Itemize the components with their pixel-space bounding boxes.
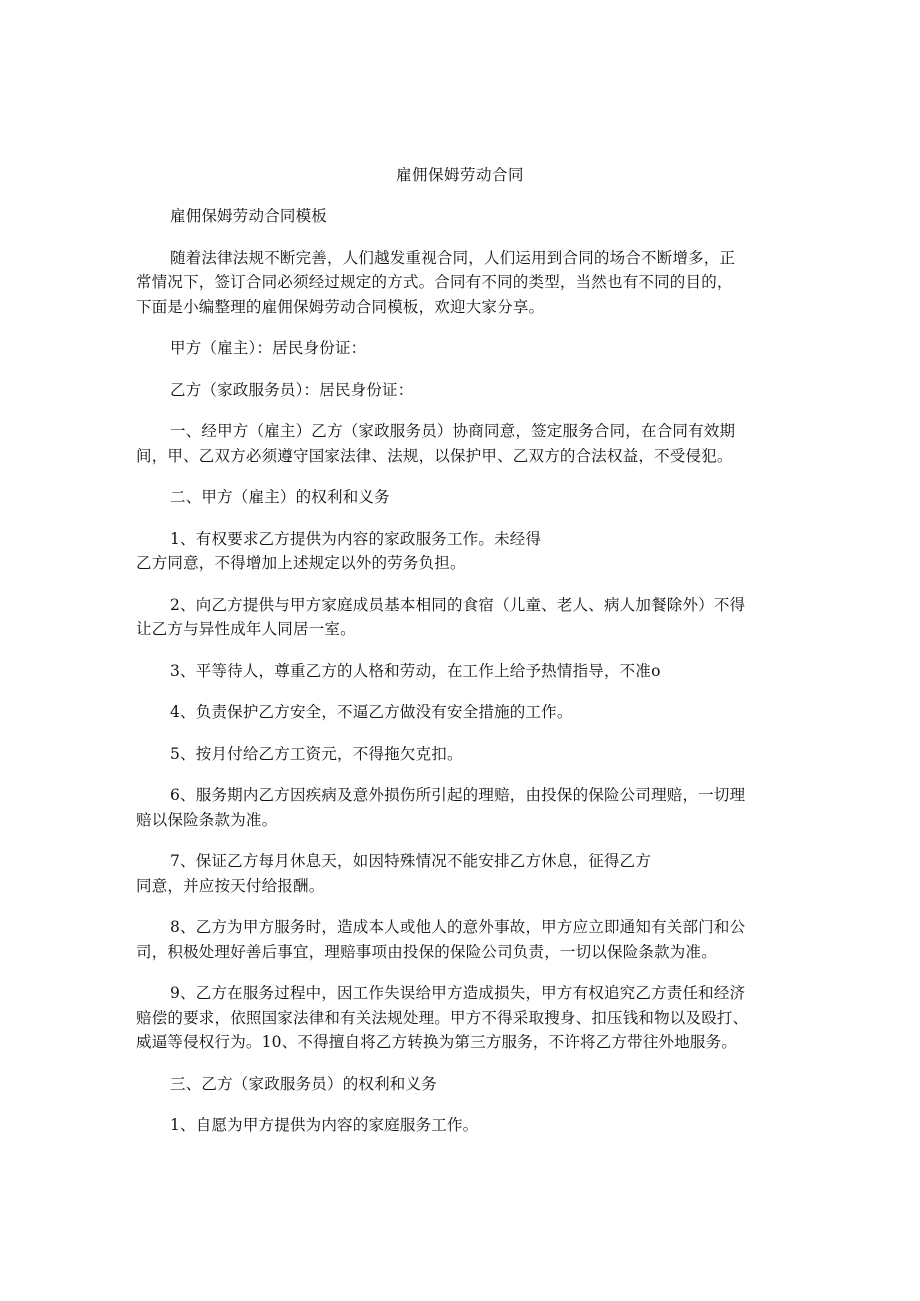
paragraph [136, 204, 792, 229]
document-title: 雇佣保姆劳动合同 [395, 166, 524, 184]
paragraph-line: 司，积极处理好善后事宜，理赔事项由投保的保险公司负责，一切以保险条款为准。 [136, 942, 717, 961]
paragraph-line: 二、甲方（雇主）的权利和义务 [170, 488, 390, 506]
paragraph-line: 间，甲、乙双方必须遵守国家法律、法规，以保护甲、乙双方的合法权益，不受侵犯。 [136, 446, 733, 465]
paragraph [136, 378, 792, 403]
paragraph-line: 3、平等待人，尊重乙方的人格和劳动，在工作上给予热情指导，不准o [170, 661, 661, 680]
paragraph-line: 乙方同意，不得增加上述规定以外的劳务负担。 [136, 554, 466, 572]
paragraph-line: 同意，并应按天付给报酬。 [136, 876, 325, 895]
paragraph-line: 常情况下，签订合同必须经过规定的方式。合同有不同的类型，当然也有不同的目的， [136, 273, 733, 291]
paragraph-line: 三、乙方（家政服务员）的权利和义务 [170, 1074, 437, 1093]
paragraph-line: 5、按月付给乙方工资元，不得拖欠克扣。 [170, 744, 463, 763]
paragraph [136, 742, 792, 767]
paragraph-line: 1、自愿为甲方提供为内容的家庭服务工作。 [170, 1116, 479, 1134]
paragraph-line: 赔以保险条款为准。 [136, 810, 278, 829]
paragraph-line: 9、乙方在服务过程中，因工作失误给甲方造成损失，甲方有权追究乙方责任和经济 [170, 984, 746, 1002]
paragraph-line: 1、有权要求乙方提供为内容的家政服务工作。未经得 [170, 529, 542, 548]
paragraph [136, 659, 792, 684]
paragraph-line: 雇佣保姆劳动合同模板 [170, 207, 328, 225]
paragraph-line: 威逼等侵权行为。10、不得擅自将乙方转换为第三方服务，不许将乙方带往外地服务。 [136, 1033, 738, 1051]
paragraph [136, 527, 792, 576]
paragraph-line: 让乙方与异性成年人同居一室。 [136, 620, 356, 638]
paragraph [136, 700, 792, 725]
paragraph [136, 336, 792, 361]
paragraph-line: 8、乙方为甲方服务时，造成本人或他人的意外事故，甲方应立即通知有关部门和公 [170, 918, 746, 936]
paragraph-line: 下面是小编整理的雇佣保姆劳动合同模板，欢迎大家分享。 [136, 297, 545, 316]
section-heading [136, 1072, 792, 1097]
paragraph [136, 849, 792, 898]
paragraph-line: 2、向乙方提供与甲方家庭成员基本相同的食宿（儿童、老人、病人加餐除外）不得 [170, 595, 746, 614]
section-heading [136, 485, 792, 510]
paragraph [136, 593, 792, 642]
paragraph [136, 246, 792, 320]
paragraph [136, 419, 792, 468]
paragraph-line: 赔偿的要求，依照国家法律和有关法规处理。甲方不得采取搜身、扣压钱和物以及殴打、 [136, 1008, 749, 1027]
paragraph-line: 随着法律法规不断完善，人们越发重视合同，人们运用到合同的场合不断增多，正 [170, 248, 736, 267]
paragraph [136, 915, 792, 964]
paragraph [136, 783, 792, 832]
paragraph-line: 乙方（家政服务员）：居民身份证： [170, 380, 414, 399]
paragraph-line: 6、服务期内乙方因疾病及意外损伤所引起的理赔，由投保的保险公司理赔，一切理 [170, 786, 746, 804]
paragraph [136, 981, 792, 1055]
document-body [136, 204, 792, 1155]
paragraph-line: 甲方（雇主）：居民身份证： [170, 339, 367, 357]
paragraph-line: 7、保证乙方每月休息天，如因特殊情况不能安排乙方休息，征得乙方 [170, 852, 652, 870]
paragraph-line: 4、负责保护乙方安全，不逼乙方做没有安全措施的工作。 [170, 703, 573, 721]
paragraph-line: 一、经甲方（雇主）乙方（家政服务员）协商同意，签定服务合同，在合同有效期 [170, 422, 736, 440]
paragraph [136, 1113, 792, 1138]
